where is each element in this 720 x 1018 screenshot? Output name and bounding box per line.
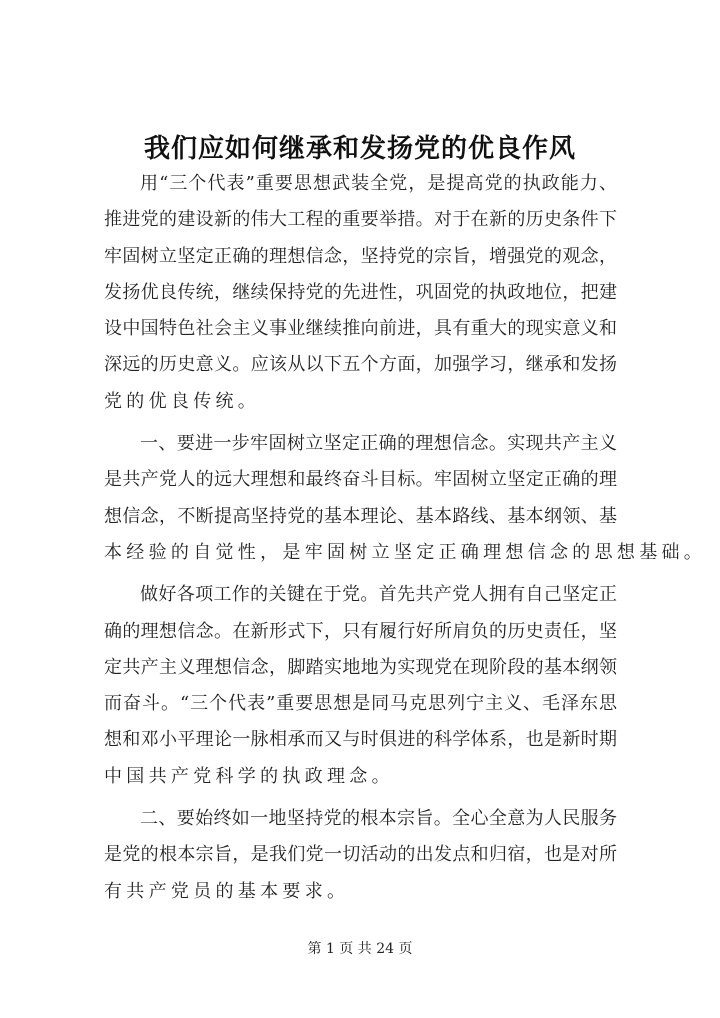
paragraph (104, 577, 617, 795)
text-line: 牢固树立坚定正确的理想信念，坚持党的宗旨，增强党的观念， (104, 245, 617, 267)
text-line: 本经验的自觉性，是牢固树立坚定正确理想信念的思想基础。 (104, 541, 707, 563)
document-body (104, 166, 707, 916)
text-line: 一、要进一步牢固树立坚定正确的理想信念。实现共产主义 (140, 433, 617, 455)
text-line: 深远的历史意义。应该从以下五个方面，加强学习，继承和发扬 (104, 354, 617, 376)
text-line: 确的理想信念。在新形式下，只有履行好所肩负的历史责任，坚 (104, 620, 617, 642)
paragraph (104, 426, 707, 571)
text-line: 用“三个代表”重要思想武装全党，是提高党的执政能力、 (140, 173, 617, 194)
text-line: 是党的根本宗旨，是我们党一切活动的出发点和归宿，也是对所 (104, 844, 617, 866)
text-line: 中国共产党科学的执政理念。 (104, 765, 394, 787)
paragraph (104, 166, 617, 420)
text-line: 想和邓小平理论一脉相承而又与时俱进的科学体系，也是新时期 (104, 729, 617, 751)
text-line: 设中国特色社会主义事业继续推向前进，具有重大的现实意义和 (104, 318, 617, 340)
text-line: 做好各项工作的关键在于党。首先共产党人拥有自己坚定正 (140, 584, 617, 606)
text-line: 定共产主义理想信念，脚踏实地地为实现党在现阶段的基本纲领 (104, 656, 617, 678)
text-line: 二、要始终如一地坚持党的根本宗旨。全心全意为人民服务 (140, 808, 617, 830)
text-line: 有共产党员的基本要求。 (104, 880, 350, 902)
text-line: 党的优良传统。 (104, 390, 261, 412)
text-line: 推进党的建设新的伟大工程的重要举措。对于在新的历史条件下 (104, 209, 617, 231)
page-footer: 第 1 页 共 24 页 (307, 941, 413, 957)
text-line: 而奋斗。“三个代表”重要思想是同马克思列宁主义、毛泽东思 (104, 693, 617, 715)
text-line: 是共产党人的远大理想和最终奋斗目标。牢固树立坚定正确的理 (104, 469, 617, 491)
text-line: 发扬优良传统，继续保持党的先进性，巩固党的执政地位，把建 (104, 281, 617, 303)
document-title: 我们应如何继承和发扬党的优良作风 (143, 134, 576, 164)
paragraph (104, 801, 617, 910)
text-line: 想信念，不断提高坚持党的基本理论、基本路线、基本纲领、基 (104, 505, 617, 527)
